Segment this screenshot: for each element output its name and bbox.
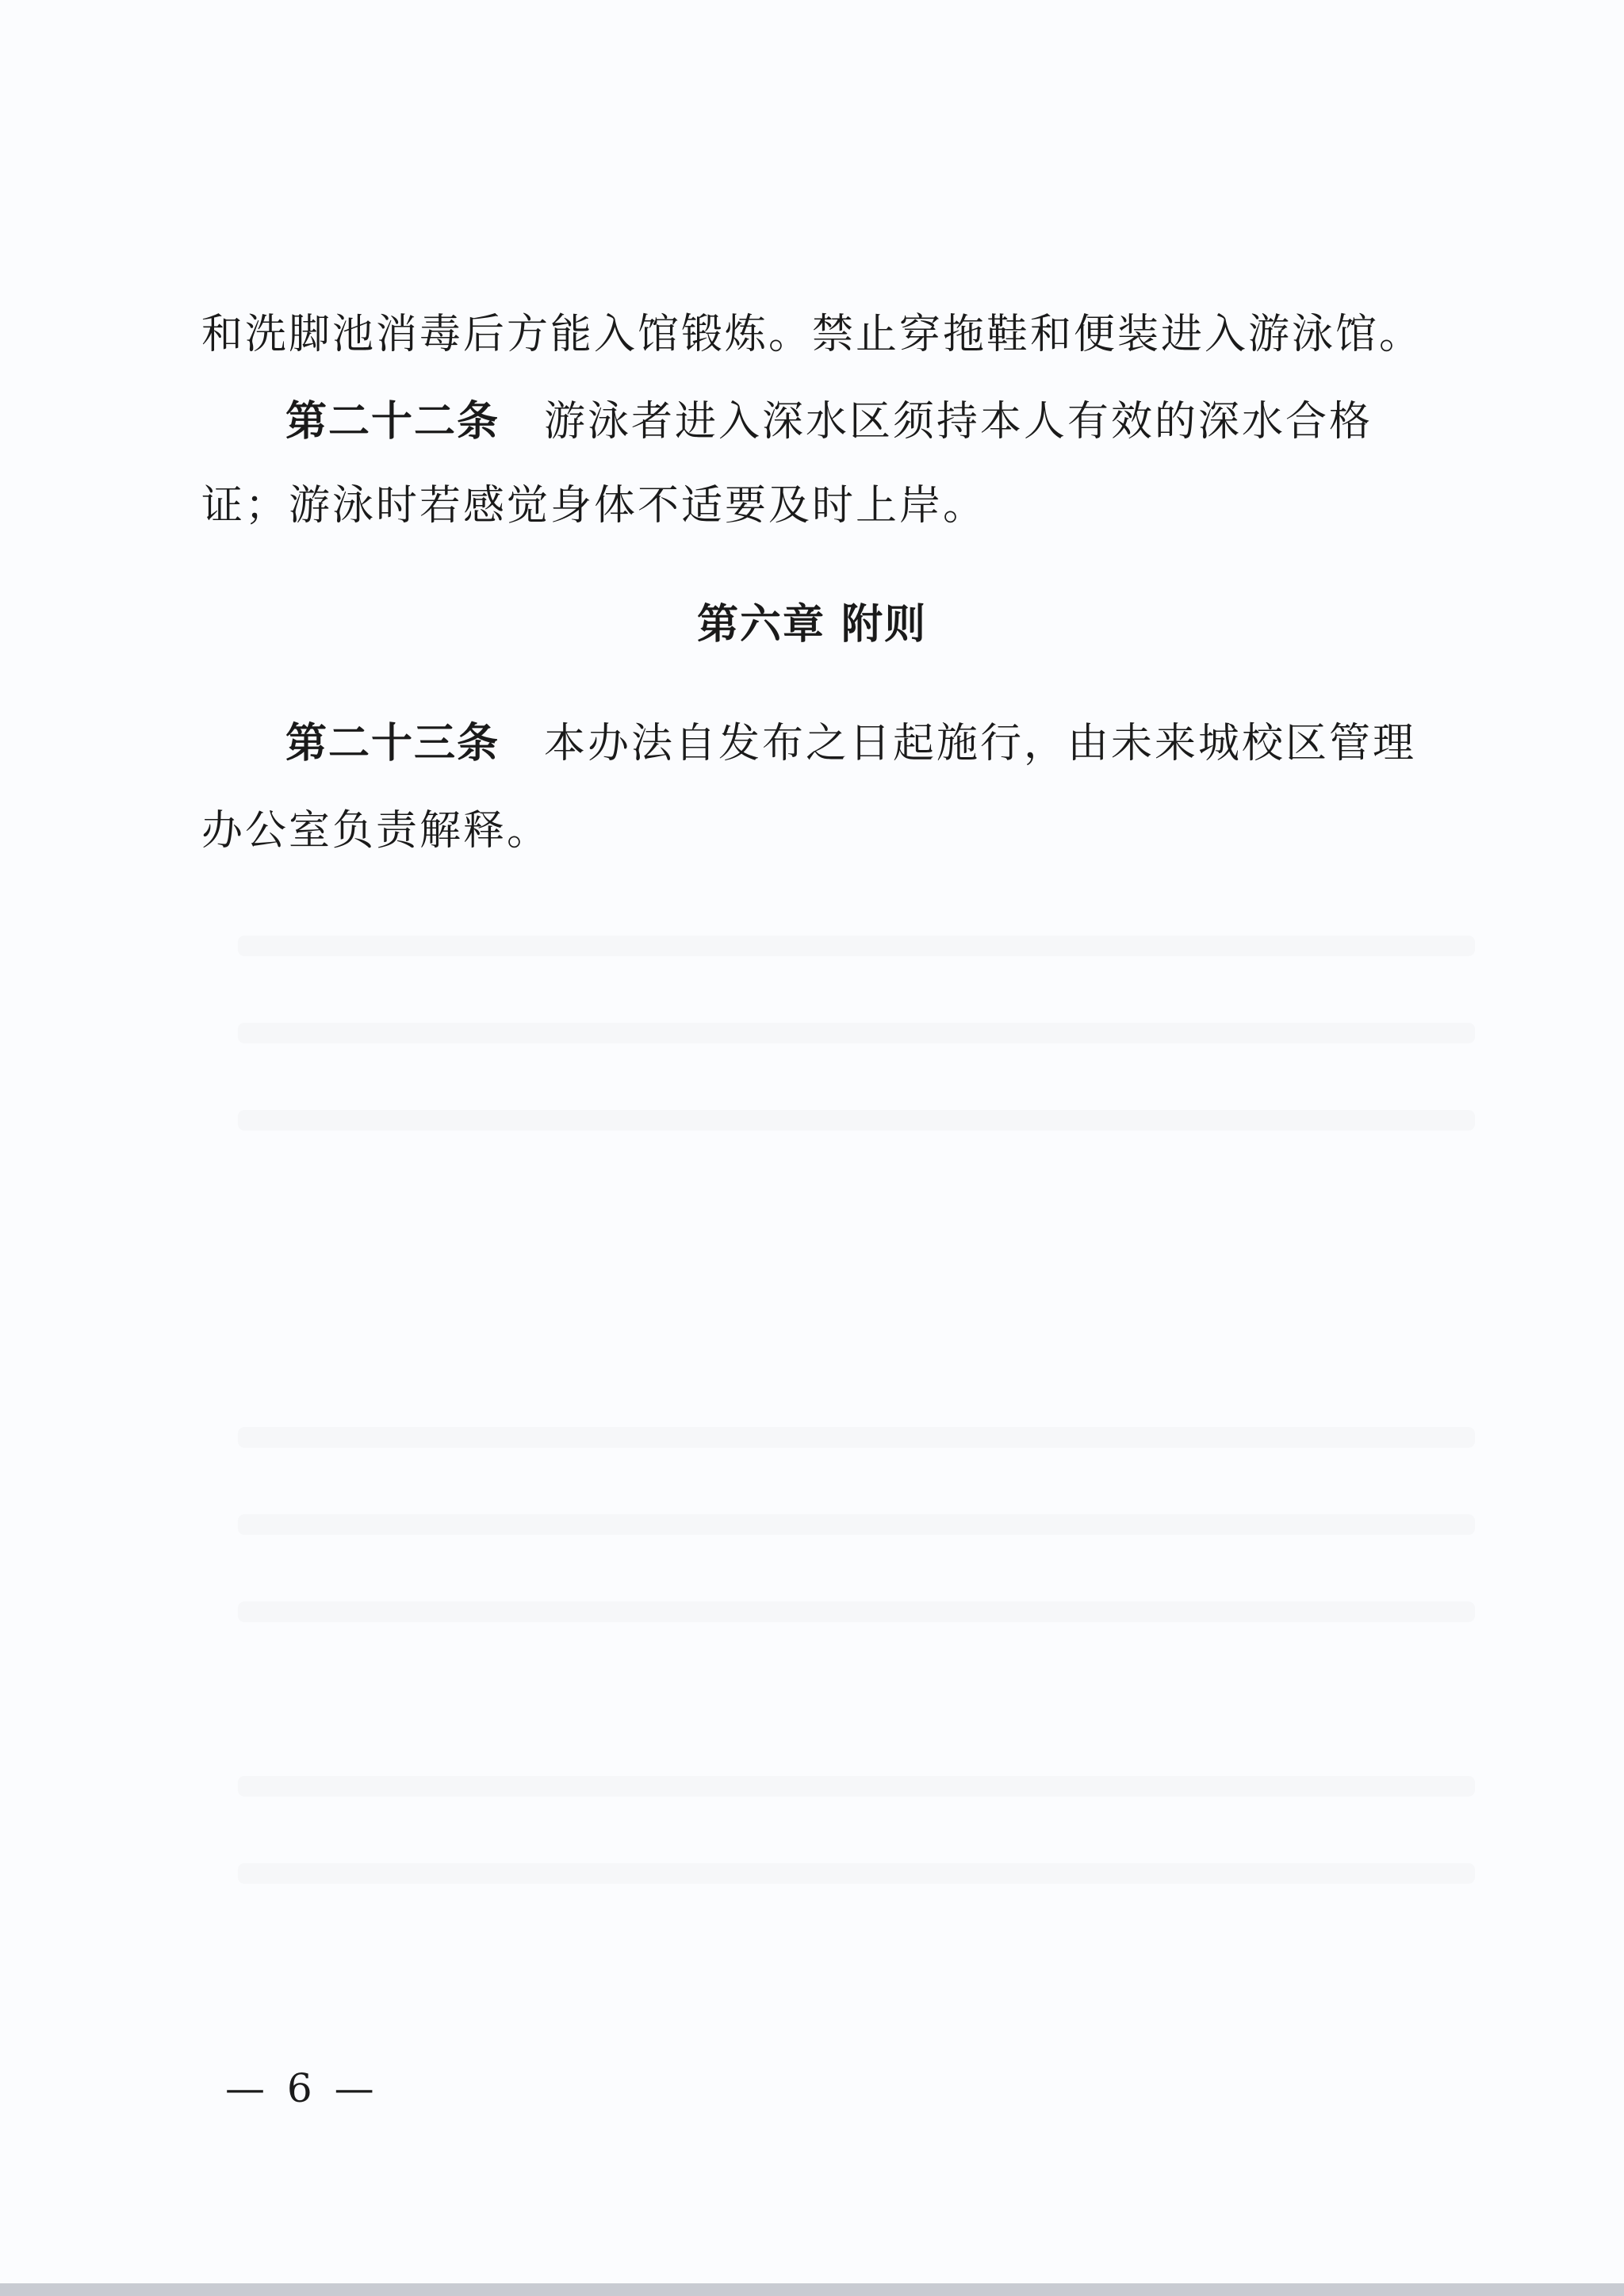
body-text: 办公室负责解释。 bbox=[201, 807, 551, 855]
page-number: — 6 — bbox=[225, 2065, 379, 2111]
body-text: 游泳者进入深水区须持本人有效的深水合格 bbox=[544, 398, 1373, 446]
bleed-through-texture bbox=[238, 1427, 1475, 1448]
chapter-heading: 第六章 附则 bbox=[696, 601, 928, 649]
body-text: 本办法自发布之日起施行，由未来城校区管理 bbox=[544, 720, 1417, 767]
article-line bbox=[285, 720, 1475, 767]
body-line bbox=[201, 311, 1423, 358]
bleed-through-texture bbox=[238, 936, 1475, 956]
article-number: 第二十二条 bbox=[285, 398, 500, 446]
bleed-through-texture bbox=[238, 1514, 1475, 1535]
bleed-through-texture bbox=[238, 1776, 1475, 1797]
article-number: 第二十三条 bbox=[285, 720, 500, 767]
scan-bottom-edge bbox=[0, 2283, 1624, 2296]
body-line bbox=[201, 482, 1391, 530]
bleed-through-texture bbox=[238, 1023, 1475, 1043]
body-text: 证；游泳时若感觉身体不适要及时上岸。 bbox=[201, 482, 987, 530]
body-text: 和洗脚池消毒后方能入馆锻炼。禁止穿拖鞋和便装进入游泳馆。 bbox=[201, 311, 1423, 358]
bleed-through-texture bbox=[238, 1863, 1475, 1884]
bleed-through-texture bbox=[238, 1110, 1475, 1131]
body-line bbox=[201, 807, 1391, 855]
bleed-through-texture bbox=[238, 1601, 1475, 1622]
article-line bbox=[285, 398, 1475, 446]
